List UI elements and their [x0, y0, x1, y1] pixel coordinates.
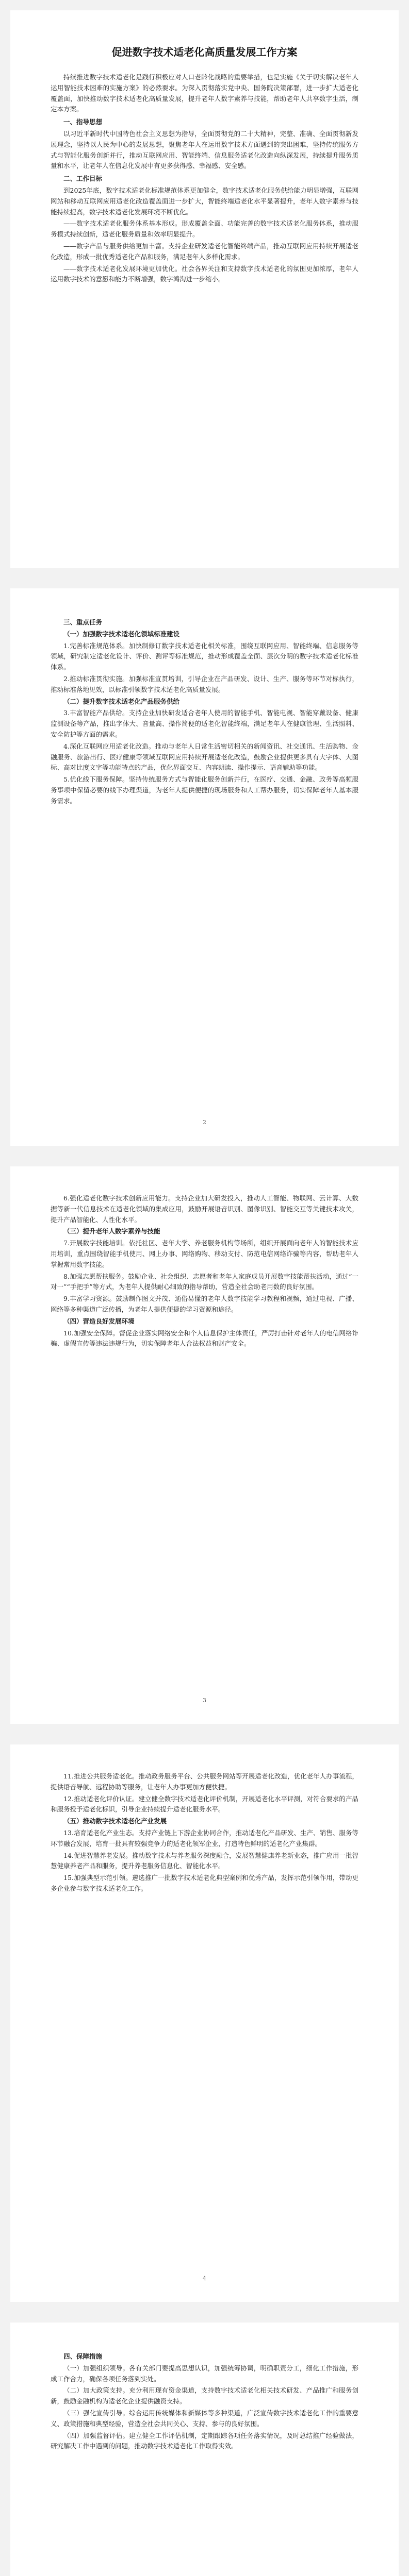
page-number: 2 [203, 1119, 206, 1126]
paragraph: 持续推进数字技术适老化是践行积极应对人口老龄化战略的重要举措，也是实施《关于切实解决老年人运用智能技术困难的实施方案》的必然要求。为深入贯彻落实党中央、国务院决策部署，进一步扩大适老化覆盖面，加快推动数字技术适老化高质量发展，提升老年人数字素养与技能，帮助老年人共享数字生活，制定本方案。 [51, 73, 358, 113]
paragraph: ——数字技术适老化发展环境更加优化。社会各界关注和支持数字技术适老化的氛围更加浓厚，老年人运用数字技术的意愿和能力不断增强，数字鸿沟进一步缩小。 [51, 264, 358, 283]
document-page [10, 2323, 399, 2576]
section-heading: （二）提升数字技术适老化产品服务供给 [63, 697, 180, 705]
section-heading: 二、工作目标 [63, 175, 103, 183]
page-number: 3 [203, 1697, 206, 1704]
paragraph: 到2025年底，数字技术适老化标准规范体系更加健全，数字技术适老化服务供给能力明显增强，互联网网站和移动互联网应用适老化改造覆盖面进一步扩大，智能终端适老化水平显著提升，老年人数字素养与技能持续提高，数字技术适老化发展环境不断优化。 [51, 186, 358, 216]
paragraph: 4.深化互联网应用适老化改造。推动与老年人日常生活密切相关的新闻资讯、社交通讯、生活购物、金融服务、旅游出行、医疗健康等领域互联网应用持续开展适老化改造，鼓励企业提供更多具有大字体、大图标、高对比度文字等功能特点的产品，优化界面交互、内容朗读、操作提示、语音辅助等功能。 [51, 742, 358, 772]
document-page [10, 1166, 399, 1724]
document-pages [0, 10, 409, 2576]
section-heading: 三、重点任务 [63, 618, 103, 626]
paragraph: 1.完善标准规范体系。加快制修订数字技术适老化相关标准，围绕互联网应用、智能终端、信息服务等领域，研究制定适老化设计、评价、测评等标准规范，推动形成覆盖全面、层次分明的数字技术适老化标准体系。 [51, 641, 358, 671]
paragraph: 8.加强志愿帮扶服务。鼓励企业、社会组织、志愿者和老年人家庭成员开展数字技能帮扶活动，通过“一对一”“手把手”等方式，为老年人提供耐心细致的指导帮助，营造全社会助老用数的良好氛围。 [51, 1272, 358, 1291]
paragraph: 15.加强典型示范引领。遴选推广一批数字技术适老化典型案例和优秀产品，发挥示范引领作用，带动更多企业参与数字技术适老化工作。 [51, 1874, 358, 1892]
document-page [10, 10, 399, 568]
paragraph: 10.加强安全保障。督促企业落实网络安全和个人信息保护主体责任，严厉打击针对老年人的电信网络诈骗、虚假宣传等违法违规行为，切实保障老年人合法权益和财产安全。 [51, 1329, 358, 1348]
paragraph: 11.推进公共服务适老化。推动政务服务平台、公共服务网站等开展适老化改造，优化老年人办事流程，提供语音导航、远程协助等服务，让老年人办事更加方便快捷。 [51, 1772, 358, 1791]
paragraph: 3.丰富智能产品供给。支持企业加快研发适合老年人使用的智能手机、智能电视、智能穿戴设备、健康监测设备等产品，推出字体大、音量高、操作简便的适老化智能终端，满足老年人在健康管理、生活照料、安全防护等方面的需求。 [51, 709, 358, 738]
section-heading: 四、保障措施 [63, 2352, 103, 2360]
section-heading: （一）加强数字技术适老化领域标准建设 [63, 630, 180, 638]
paragraph: （二）加大政策支持。充分利用现有资金渠道，支持数字技术适老化相关技术研发、产品推广和服务创新，鼓励金融机构为适老化企业提供融资支持。 [51, 2386, 358, 2405]
document-page [10, 1744, 399, 2302]
section-heading: 一、指导思想 [63, 118, 103, 126]
document-title: 促进数字技术适老化高质量发展工作方案 [111, 46, 298, 58]
section-heading: （三）提升老年人数字素养与技能 [63, 1227, 160, 1235]
paragraph: 6.强化适老化数字技术创新应用能力。支持企业加大研发投入，推动人工智能、物联网、云计算、大数据等新一代信息技术在适老化领域的集成应用，鼓励开展语音识别、图像识别、智能交互等关键技术攻关，提升产品智能化、人性化水平。 [51, 1194, 358, 1224]
paragraph: 13.培育适老化产业生态。支持产业链上下游企业协同合作，推动适老化产品研发、生产、销售、服务等环节融合发展，培育一批具有较强竞争力的适老化领军企业，打造特色鲜明的适老化产业集群。 [51, 1828, 358, 1848]
section-heading: （五）推动数字技术适老化产业发展 [63, 1817, 167, 1825]
paragraph: 12.推动适老化评价认证。建立健全数字技术适老化评价机制，开展适老化水平评测，对符合要求的产品和服务授予适老化标识，引导企业持续提升适老化服务水平。 [51, 1794, 358, 1814]
section-heading: （四）营造良好发展环境 [63, 1317, 135, 1325]
page-number: 4 [203, 2275, 206, 2282]
paragraph: ——数字技术适老化服务体系基本形成。形成覆盖全面、功能完善的数字技术适老化服务体系，推动服务模式持续创新，适老化服务质量和效率明显提升。 [51, 219, 358, 239]
paragraph: （四）加强监督评估。建立健全工作评估机制，定期跟踪各项任务落实情况，及时总结推广经验做法，研究解决工作中遇到的问题，推动数字技术适老化工作取得实效。 [51, 2431, 358, 2450]
paragraph: 14.促进智慧养老发展。推动数字技术与养老服务深度融合，发展智慧健康养老新业态，推广应用一批智慧健康养老产品和服务，提升养老服务信息化、智能化水平。 [51, 1851, 358, 1870]
paragraph: （三）强化宣传引导。综合运用传统媒体和新媒体等多种渠道，广泛宣传数字技术适老化工作的重要意义、政策措施和典型经验，营造全社会共同关心、支持、参与的良好氛围。 [51, 2409, 358, 2428]
paragraph: 9.丰富学习资源。鼓励制作图文并茂、通俗易懂的老年人数字技能学习教程和视频，通过电视、广播、网络等多种渠道广泛传播，为老年人提供便捷的学习资源和途径。 [51, 1295, 358, 1313]
paragraph: （一）加强组织领导。各有关部门要提高思想认识，加强统筹协调，明确职责分工，细化工作措施，形成工作合力，确保各项任务落到实处。 [51, 2364, 358, 2383]
paragraph: 以习近平新时代中国特色社会主义思想为指导，全面贯彻党的二十大精神，完整、准确、全面贯彻新发展理念，坚持以人民为中心的发展思想，聚焦老年人在运用数字技术方面遇到的突出困难，坚持传统服务方式与智能化服务创新并行，推动互联网应用、智能终端、信息服务适老化改造向纵深发展，持续提升服务质量和水平，让老年人在信息化发展中有更多获得感、幸福感、安全感。 [51, 129, 358, 170]
paragraph: 2.推动标准贯彻实施。加强标准宣贯培训，引导企业在产品研发、设计、生产、服务等环节对标执行，推动标准落地见效，以标准引领数字技术适老化高质量发展。 [51, 674, 358, 693]
document-page [10, 588, 399, 1146]
paragraph: ——数字产品与服务供给更加丰富。支持企业研发适老化智能终端产品，推动互联网应用持续开展适老化改造，形成一批优秀适老化产品和服务，满足老年人多样化需求。 [51, 242, 358, 261]
paragraph: 5.优化线下服务保障。坚持传统服务方式与智能化服务创新并行，在医疗、交通、金融、政务等高频服务事项中保留必要的线下办理渠道，为老年人提供便捷的现场服务和人工帮办服务，切实保障老年人基本服务需求。 [51, 775, 358, 805]
paragraph: 7.开展数字技能培训。依托社区、老年大学、养老服务机构等场所，组织开展面向老年人的智能技术应用培训，重点围绕智能手机使用、网上办事、网络购物、移动支付、防范电信网络诈骗等内容，帮助老年人掌握常用数字技能。 [51, 1239, 358, 1268]
